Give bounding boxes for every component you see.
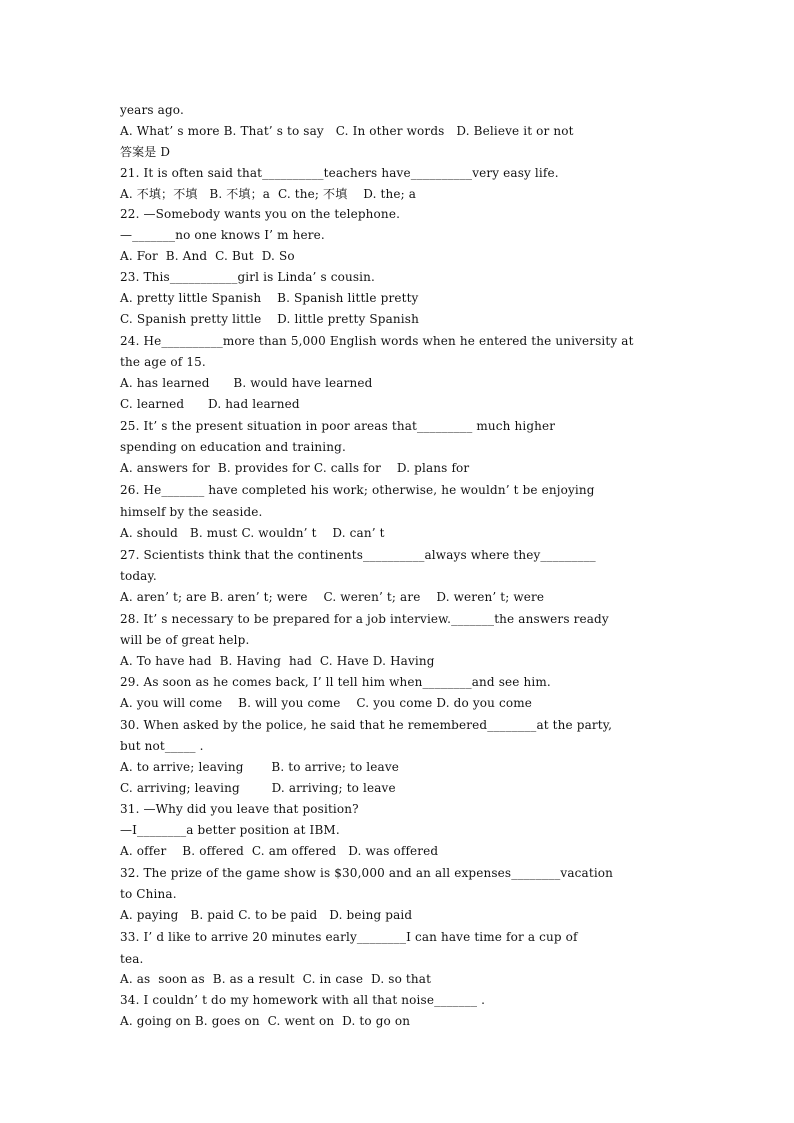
answer-options: A. What’ s more B. That’ s to say C. In other words D. Believe it or not (120, 123, 574, 138)
text-line: himself by the seaside. (120, 504, 263, 519)
document-page (120, 100, 680, 1032)
question-22: 22. —Somebody wants you on the telephone. (120, 207, 401, 222)
answer-options: A. offer B. offered C. am offered D. was offered (120, 843, 439, 858)
answer-options: A. pretty little Spanish B. Spanish little pretty (120, 291, 419, 306)
question-29: 29. As soon as he comes back, I’ ll tell him when________and see him. (120, 675, 551, 690)
question-34: 34. I couldn’ t do my homework with all that noise_______ . (120, 993, 486, 1008)
question-24: 24. He__________more than 5,000 English words when he entered the university at (120, 333, 634, 348)
question-23: 23. This___________girl is Linda’ s cousin. (120, 270, 375, 285)
text-line: but not_____ . (120, 739, 204, 754)
answer-options: C. arriving; leaving D. arriving; to leave (120, 781, 396, 796)
text-line: years ago. (120, 103, 184, 117)
text-line: will be of great help. (120, 633, 250, 648)
text-line: to China. (120, 887, 177, 902)
question-33: 33. I’ d like to arrive 20 minutes early________I can have time for a cup of (120, 930, 578, 944)
answer-options: A. going on B. goes on C. went on D. to go on (120, 1014, 411, 1029)
text-line: today. (120, 569, 157, 584)
text-line: —I________a better position at IBM. (120, 822, 340, 837)
question-26: 26. He_______ have completed his work; otherwise, he wouldn’ t be enjoying (120, 483, 595, 498)
answer-options: A. has learned B. would have learned (120, 376, 373, 391)
answer-options: A. To have had B. Having had C. Have D. Having (120, 654, 435, 669)
answer-options: A. you will come B. will you come C. you come D. do you come (120, 695, 532, 710)
answer-key: 答案是 D (120, 144, 171, 159)
question-32: 32. The prize of the game show is $30,000 and an all expenses________vacation (120, 865, 614, 880)
text-line: spending on education and training. (120, 440, 346, 455)
question-27: 27. Scientists think that the continents__________always where they_________ (120, 547, 596, 562)
answer-options: A. as soon as B. as a result C. in case D. so that (120, 972, 432, 987)
answer-options: C. Spanish pretty little D. little pretty Spanish (120, 311, 419, 326)
question-21: 21. It is often said that__________teachers have__________very easy life. (120, 165, 559, 180)
answer-options: A. 不填；不填 B. 不填；a C. the; 不填 D. the; a (120, 186, 417, 201)
question-31: 31. —Why did you leave that position? (120, 802, 359, 817)
text-line: tea. (120, 951, 144, 966)
question-25: 25. It’ s the present situation in poor areas that_________ much higher (120, 418, 556, 433)
answer-options: C. learned D. had learned (120, 397, 300, 412)
text-line: —_______no one knows I’ m here. (120, 228, 325, 243)
answer-options: A. to arrive; leaving B. to arrive; to leave (120, 760, 400, 775)
text-line: the age of 15. (120, 355, 206, 370)
answer-options: A. paying B. paid C. to be paid D. being paid (120, 908, 413, 923)
answer-options: A. For B. And C. But D. So (120, 249, 295, 264)
question-30: 30. When asked by the police, he said that he remembered________at the party, (120, 717, 613, 732)
answer-options: A. answers for B. provides for C. calls for D. plans for (120, 461, 470, 476)
question-28: 28. It’ s necessary to be prepared for a job interview._______the answers ready (120, 611, 609, 626)
answer-options: A. should B. must C. wouldn’ t D. can’ t (120, 525, 385, 540)
answer-options: A. aren’ t; are B. aren’ t; were C. weren’ t; are D. weren’ t; were (120, 589, 545, 604)
